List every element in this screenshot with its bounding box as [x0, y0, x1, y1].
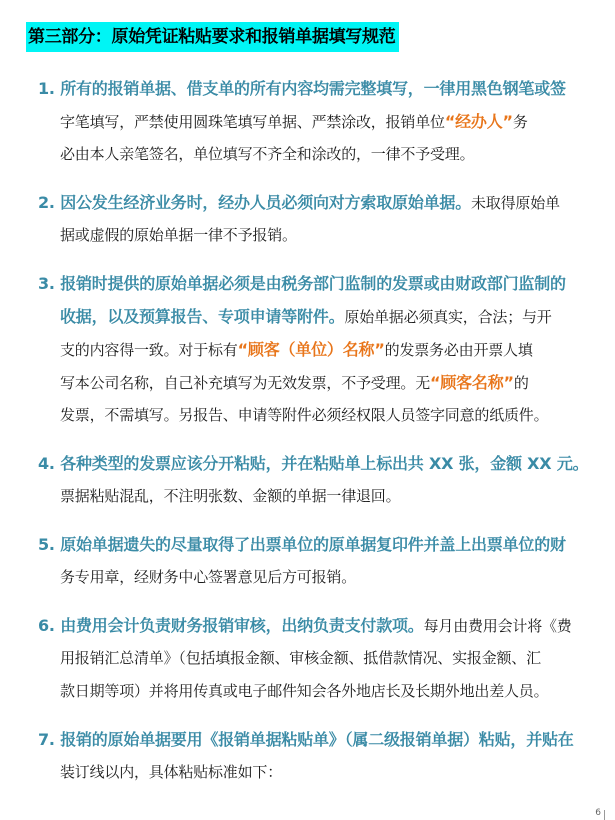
rule-line [38, 138, 594, 171]
rule-number: 7. [38, 730, 61, 749]
rule-text: 原始单据必须真实，合法；与开 [344, 308, 552, 326]
rule-line [38, 105, 594, 138]
rule-text: 据或虚假的原始单据一律不予报销。 [60, 226, 297, 244]
rule-item-7 [38, 723, 594, 789]
rule-emphasis: 报销的原始单据要用《报销单据粘贴单》（属二级报销单据）粘贴，并贴在 [60, 730, 574, 749]
rule-item-3 [38, 267, 594, 432]
rule-text: 票据粘贴混乱，不注明张数、金额的单据一律退回。 [60, 487, 401, 505]
rule-number: 4. [38, 454, 61, 473]
rule-emphasis: 所有的报销单据、借支单的所有内容均需完整填写，一律用黑色钢笔或签 [60, 79, 566, 98]
rule-text: 字笔填写，严禁使用圆珠笔填写单据、严禁涂改，报销单位 [60, 113, 445, 131]
rule-text: 的发票务必由开票人填 [384, 341, 533, 359]
rule-number: 6. [38, 616, 61, 635]
rule-item-5 [38, 528, 594, 594]
rule-emphasis: 报销时提供的原始单据必须是由税务部门监制的发票或由财政部门监制的 [60, 274, 566, 293]
rule-text: 务专用章，经财务中心签署意见后方可报销。 [60, 568, 357, 586]
rule-line [38, 366, 594, 399]
rule-highlight: “顾客（单位）名称” [237, 340, 385, 359]
rule-line [38, 642, 594, 675]
rule-item-6 [38, 609, 594, 708]
rule-emphasis: 由费用会计负责财务报销审核，出纳负责支付款项。 [60, 616, 424, 635]
rule-number: 5. [38, 535, 61, 554]
section-heading: 第三部分：原始凭证粘贴要求和报销单据填写规范 [26, 22, 399, 52]
rules-list [38, 72, 594, 804]
rule-highlight: “顾客名称” [430, 373, 514, 392]
rule-line [38, 447, 594, 480]
rule-line [38, 609, 594, 642]
rule-number: 1. [38, 79, 61, 98]
rule-text: 写本公司名称，自己补充填写为无效发票，不予受理。无 [60, 374, 431, 392]
rule-text: 每月由费用会计将《费 [423, 617, 572, 635]
rule-text: 务 [512, 113, 528, 131]
rule-item-1 [38, 72, 594, 171]
rule-line [38, 528, 594, 561]
rule-line [38, 399, 594, 432]
rule-highlight: “经办人” [444, 112, 513, 131]
rule-text: 未取得原始单 [471, 194, 560, 212]
rule-text: 发票，不需填写。另报告、申请等附件必须经权限人员签字同意的纸质件。 [60, 406, 549, 424]
rule-line [38, 219, 594, 252]
rule-text: 必由本人亲笔签名，单位填写不齐全和涂改的，一律不予受理。 [60, 145, 475, 163]
rule-line [38, 267, 594, 300]
page-number: 6 [595, 808, 601, 818]
rule-text: 装订线以内，具体粘贴标准如下： [60, 763, 283, 781]
rule-line [38, 186, 594, 219]
page-corner-mark [604, 810, 611, 820]
rule-text: 用报销汇总清单》（包括填报金额、审核金额、抵借款情况、实报金额、汇 [60, 649, 541, 667]
rule-item-4 [38, 447, 594, 513]
rule-number: 3. [38, 274, 61, 293]
rule-line [38, 675, 594, 708]
rule-emphasis: 原始单据遗失的尽量取得了出票单位的原单据复印件并盖上出票单位的财 [60, 535, 566, 554]
rule-emphasis: 各种类型的发票应该分开粘贴，并在粘贴单上标出共 XX 张，金额 XX 元。 [60, 454, 589, 473]
rule-line [38, 333, 594, 366]
rule-text: 款日期等项）并将用传真或电子邮件知会各外地店长及长期外地出差人员。 [60, 682, 549, 700]
rule-line [38, 480, 594, 513]
rule-emphasis: 因公发生经济业务时，经办人员必须向对方索取原始单据。 [60, 193, 471, 212]
rule-number: 2. [38, 193, 61, 212]
rule-text: 的 [513, 374, 529, 392]
rule-line [38, 756, 594, 789]
rule-line [38, 723, 594, 756]
rule-line [38, 300, 594, 333]
rule-emphasis: 收据，以及预算报告、专项申请等附件。 [60, 307, 345, 326]
rule-text: 支的内容得一致。对于标有 [60, 341, 238, 359]
rule-line [38, 561, 594, 594]
rule-item-2 [38, 186, 594, 252]
rule-line [38, 72, 594, 105]
